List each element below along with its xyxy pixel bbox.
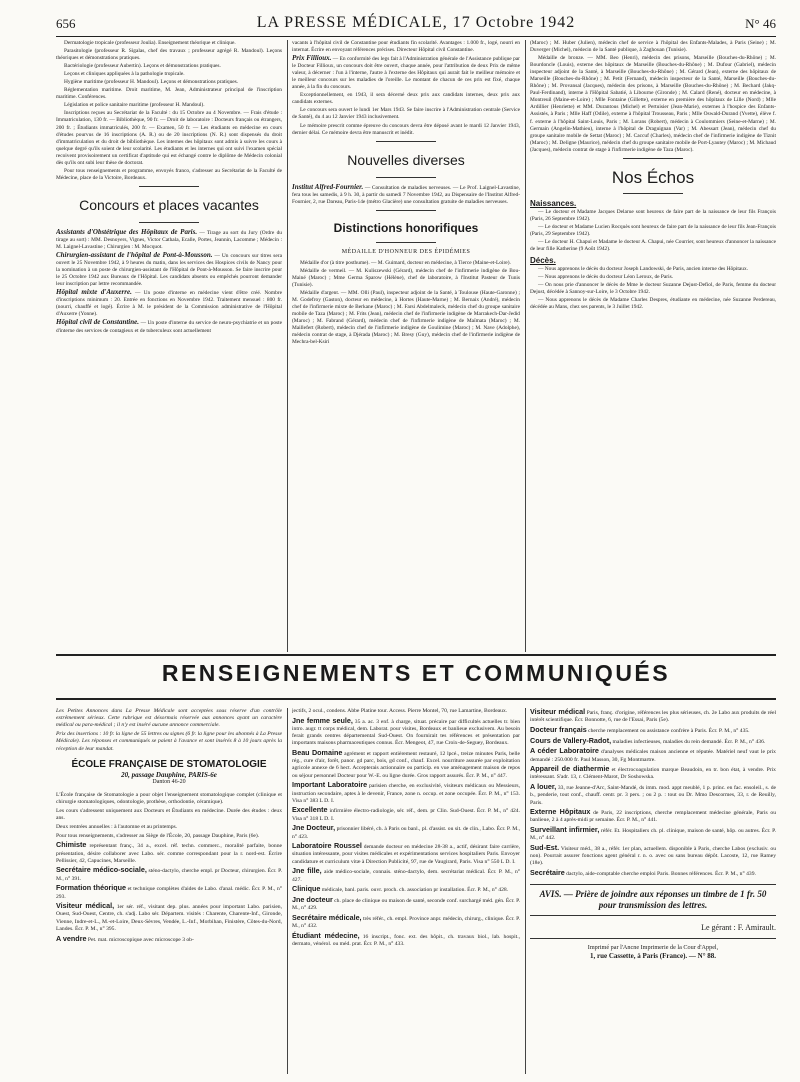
classifieds-pricing: Prix des insertions : 10 fr. la ligne de 55 lettres ou signes (6 fr. la ligne pour les abonnés à La Presse Médicale). Les réponses et communiqués se paient à l'avance et sont insérés 8 à 10 jours après la réception de leur mandat. [56, 731, 282, 752]
classified-ad [530, 765, 776, 781]
section-title-renseignements: RENSEIGNEMENTS ET COMMUNIQUÉS [161, 660, 671, 686]
divider [139, 222, 199, 223]
ad-text: et technique complètes d'aides de Labo. d'anal. médic. Écr. P. M., n° 293. [56, 886, 282, 900]
subheading-medaille: MÉDAILLE D'HONNEUR DES ÉPIDÉMIES [341, 248, 471, 255]
school-address: 20, passage Dauphine, PARIS-6e [121, 770, 217, 779]
classified-ad [530, 783, 776, 807]
page [56, 14, 776, 1074]
classifieds-notice: Les Petites Annonces dans La Presse Médicale sont acceptées sous réserve d'un contrôle extrêmement sérieux. Cette rubrique est désormais réservée aux annonces ayant un caractère médical ou para-médical ; il n'y est inséré aucune annonce commerciale. [56, 708, 282, 729]
classified-ad [530, 826, 776, 842]
ad-text: de Paris, 22 inscriptions, cherche remplacement médecine générale, Paris ou banlieue, 2 à 4 après-midi pr semaine. Écr. P. M., n° 441. [530, 810, 776, 824]
ad-keyword: A louer, [530, 782, 557, 792]
notice-text: — Un poste d'interne en médecine vient d'être créé. Nombre d'inscriptions minimum : 20. Entrée en fonctions en Novembre 1942. Traitement mensuel : 800 fr. (nourri, chauffé et logé). Écrire à M. le président de la Commission administrative de l'Hôpital d'Auxerre (Yonne). [56, 290, 282, 318]
paragraph: Médaille d'or (à titre posthume). — M. Guimard, docteur en médecine, à Tierce (Maine-et-Loire). [300, 259, 511, 266]
section-rule [56, 698, 776, 700]
section-rule [56, 654, 776, 656]
printer-address: 1, rue Cassette, à Paris (France). — N° 88. [589, 951, 717, 960]
classified-ad [530, 844, 776, 868]
notice-title: Institut Alfred-Fournier. [292, 182, 364, 191]
ad-keyword: Secrétaire [530, 868, 565, 878]
subheading-deces: Décès. [530, 256, 556, 266]
school-title: ÉCOLE FRANÇAISE DE STOMATOLOGIE [71, 758, 267, 770]
column-rule [525, 40, 526, 652]
paragraph: Médaille de vermeil. — M. Kuliszewski (Gérard), médecin chef de l'infirmerie indigène de Bou-Mainé (Maroc) ; Mme Germa Sparow (Hélène), chef de laboratoire, à l'Institut Pasteur de Tunis (Tunisie). [292, 267, 520, 288]
classified-ad [56, 935, 282, 944]
ad-keyword: Surveillant infirmier, [530, 825, 600, 835]
divider [376, 177, 436, 178]
classified-ad [292, 824, 520, 840]
ad-keyword: A céder Laboratoire [530, 746, 599, 756]
ad-text: Pet. mat. microscopique avec microscope 3 ob- [87, 936, 194, 943]
avis-notice: AVIS. — Prière de joindre aux réponses un timbre de 1 fr. 50 pour transmission des lettres. [530, 884, 776, 916]
paragraph: Dermatologie tropicale (professeur Joulia). Enseignement théorique et clinique. [64, 40, 236, 46]
notice-title: Prix Fillioux. [292, 54, 332, 63]
ad-text: référ. Et. Hospitaliers ch. pl. clinique, maison de santé, hôp. ou autres. Écr. P. M., n° 442. [530, 828, 776, 842]
paragraph: Médaille d'argent. — MM. Olli (Paul), inspecteur adjoint de la Santé, à Toulouse (Haute-Garonne) ; M. Godefroy (Gaston), docteur en médecine, à Hortes (Haute-Marne) ; M. Bernaix (André), médecin chef de l'infirmerie mixte de Berkane (Maroc) ; M. Farsi Abdelmaleck, médecin chef du groupe sanitaire mobile de Taza (Maroc) ; M. Frits (Jean), médecin chef de l'infirmerie indigène de Marrakech-Dar-Jedid (Maroc) ; M. Fabrand (Gérard), médecin chef de l'infirmerie indigène de Maïmata (Maroc) ; M. Maillefert (Robert), médecin chef de l'infirmerie indigène de Goulimine (Maroc) ; M. Nave (Adolphe), médecin contrat de stage, à Djérada (Maroc) ; M. Bresy (Guy), médecin chef de l'infirmerie indigène de Mechra-bel-Ksiri [292, 289, 520, 346]
paragraph: Le mémoire prescrit comme épreuve du concours devra être déposé avant le mardi 12 Janvier 1943, dernier délai. Ce mémoire devra être manuscrit et inédit. [292, 122, 520, 136]
paragraph: — Nous apprenons le décès du docteur Joseph Landowski, de Paris, ancien interne des Hôpitaux. [538, 266, 749, 273]
paragraph: Réglementation maritime. Droit maritime, M. Jean, Administrateur principal de l'inscription maritime. Conférences. [56, 87, 282, 101]
section-heading-nouvelles: Nouvelles diverses [347, 151, 465, 168]
ad-keyword: Appareil de diathermie [530, 764, 610, 774]
classified-ad [292, 749, 520, 780]
column-1 [56, 40, 282, 652]
ad-keyword: Jne fille, [292, 866, 322, 876]
ad-keyword: Étudiant médecine, [292, 930, 360, 940]
ad-text: aide médico-sociale, connais. sténo-dactylo, dem. secrétariat médical. Écr. P. M., n° 427. [292, 869, 520, 883]
classified-ad [292, 914, 520, 930]
paragraph: — Nous apprenons le décès du docteur Léon Leroux, de Paris. [538, 274, 674, 281]
paragraph: Pour tous renseignements et programme, envoyés franco, s'adresser au Secrétariat de la Faculté de Médecine, place de la Victoire, Bordeaux. [56, 167, 282, 181]
school-telephone: Danton 46-20 [152, 778, 186, 785]
paragraph: (Maroc) ; M. Huber (Julien), médecin chef de service à l'hôpital des Enfants-Malades, à Paris (Seine) ; M. Duverger (Michel), médecin de la Santé publique, à Zaghouan (Tunisie). [530, 40, 776, 54]
ad-keyword: Secrétaire médico-sociale, [56, 865, 147, 875]
classifieds-column-2 [292, 708, 520, 1074]
ad-keyword: Visiteur médical, [56, 901, 115, 911]
paragraph: Pour tous renseignements, s'adresser au Siège de l'École, 20, passage Dauphine, Paris (6e). [56, 832, 260, 839]
ad-keyword: Excellente [292, 805, 328, 815]
issue-number: N° 46 [745, 16, 776, 31]
classified-ad [292, 806, 520, 822]
divider [623, 158, 683, 159]
notice-item [292, 55, 520, 91]
ad-keyword: Beau Domaine [292, 748, 343, 758]
section-heading-distinctions: Distinctions honorifiques [333, 220, 479, 235]
ad-text: très référ., ch. empl. Province anpr. médecin, chirurg., clinique. Écr. P. M., n° 432. [292, 915, 520, 930]
ad-keyword: Jne femme seule, [292, 715, 353, 725]
journal-title: LA PRESSE MÉDICALE, 17 Octobre 1942 [256, 14, 576, 31]
divider [139, 186, 199, 187]
ad-text: 16 inscript., fonc. ext. des hôpit., ch. travaux biol., lab. hospit., dermato, vénérol. ou méd. prat. Écr. P. M., n° 433. [292, 933, 520, 947]
column-rule [525, 708, 526, 1074]
classified-ad [292, 885, 520, 894]
notice-text: — Un concours sur titres sera ouvert le 25 Novembre 1942, à 9 heures du matin, dans les services des Hospices civils de Nancy pour la nomination à un poste de chirurgien-assistant de l'Hôpital de Pont-à-Mousson. Se faire inscrire pour le 25 Octobre 1942 aux Bureaux de l'Hôpital. Les candidats absents ou empêchés pourront demander leur inscription par lettre recommandée. [56, 253, 282, 288]
paragraph: L'École française de Stomatologie a pour objet l'enseignement stomatologique complet (clinique et chirurgie stomatologiques, odontologie, prothèse, orthodontie, céramique). [56, 792, 282, 806]
notice-item [56, 319, 282, 334]
classified-ad [292, 867, 520, 883]
paragraph: vacants à l'hôpital civil de Constantine pour étudiants fin scolarité. Avantages : 1.000 fr., logé, nourri en internat. Écrire en envoyant références précises. Directeur Hôpital civil Constantine. [292, 40, 520, 54]
faculty-course-list [56, 40, 282, 182]
notice-item [56, 289, 282, 318]
classified-ad [56, 902, 282, 933]
ad-text: maladies infectieuses, maladies du rein demandé. Écr. P. M., n° 436. [612, 738, 766, 745]
ad-text: sténo-dactylo, cherche empl. pr Docteur, chirurgien. Écr. P. M., n° 391. [56, 868, 282, 882]
classifieds-column-3 [530, 708, 776, 1074]
ad-keyword: Externe Hôpitaux [530, 807, 591, 817]
paragraph: Leçons et cliniques appliquées à la pathologie tropicale. [64, 71, 185, 78]
classified-ad [530, 869, 776, 878]
notice-text: — Tirage au sort du Jury (Ordre du tirage au sort) : MM. Desnoyers, Vignes, Victor Cathala, Ecalle, Portes, Jeannin, Lacomme ; Médecin : M. Laignel-Lavastine ; Chirurgien : M. Mocquot. [56, 229, 282, 250]
paragraph: — Le docteur et Madame Jacques Delarue sont heureux de faire part de la naissance de leur fils François (Paris, 26 Septembre 1942). [530, 208, 776, 222]
classified-ad [530, 747, 776, 763]
classified-ad [292, 842, 520, 866]
ad-text: 35 a. ac. 3 enf. à charge, situat. précaire par difficultés actuelles tr. bien intro. augr. tt corps médical, dem. Laborat. pour visites, Bordeaux et banlieue exclusivem. Au besoin ferait grands centres départemental Sud-Ouest. On fournirait tes références et présentation par importants maisons pharmaceutiques connus. Écr. Mengeot, 47, rue Croix-de-Seguey, Bordeaux. [292, 718, 520, 747]
ad-keyword: Clinique [292, 884, 321, 894]
ad-text: infirmière électro-radiologie, sér. réf., dem. pr Clin. Sud-Ouest. Écr. P. M., n° 424. Visa n° 318 L D. I. [292, 808, 520, 822]
paragraph: — On nous prie d'annoncer le décès de Mme le docteur Suzanne Dejust-Defiol, de Paris, femme du docteur Dejust, décédée à Sannoy-sur-Loire, le 3 Octobre 1942. [530, 282, 776, 296]
paragraph: — Le docteur et Madame Lucien Rocquès sont heureux de faire part de la naissance de leur fils Jean-François (Paris, 29 Septembre 1942). [530, 223, 776, 237]
bottom-section [56, 708, 776, 1074]
ad-text: parisien cherche, en exclusivité, visiteurs médicaux ou Messieurs, instruction secondaire, aptes à le devenir, France, zone n. occup. et zone occupée. Écr. P. M., n° 153. Visa n° 383 L D. I. [292, 783, 520, 804]
classified-ad [56, 866, 282, 882]
notice-text: — En conformité des legs fait à l'Administration générale de l'Assistance publique par le Docteur Fillioux, un concours doit être ouvert, chaque année, pour l'attribution de deux Prix de même valeur, à décerner : l'un à l'interne, l'autre à l'externe des Hôpitaux qui aurait fait le meilleur mémoire et le meilleur concours sur les maladies de l'oreille. Le montant de chacun de ces prix est fixé, chaque année, à la fin du concours. [292, 56, 520, 91]
divider [376, 242, 436, 243]
classified-ad [292, 781, 520, 805]
ad-text: ch. place de clinique ou maison de santé, seconde conf. surchargé méd. gén. Écr. P. M., n° 429. [292, 897, 520, 912]
notice-text: — Un poste d'interne du service de neuro-psychiatrie et un poste d'interne des services de contagieux et de tuberculeux sont actuellement [56, 320, 282, 334]
column-rule [287, 40, 288, 652]
notice-item [56, 229, 282, 251]
ad-text: d'analyses médicales maison ancienne et réputée. Matériel neuf vaut le prix demandé : 250.000 fr. Paul Masson, 30, Fg Montmartre. [530, 749, 776, 763]
notice-title: Hôpital civil de Constantine. [56, 318, 140, 327]
paragraph: Exceptionnellement, en 1943, il sera décerné deux prix aux candidats internes, deux prix aux candidats externes. [292, 92, 520, 106]
ad-keyword: Jne docteur [292, 894, 333, 904]
paragraph: Les cours s'adressent uniquement aux Docteurs et Étudiants en médecine. Durée des études : deux ans. [56, 808, 282, 822]
section-heading-echos: Nos Échos [611, 167, 695, 187]
ad-text: dactylo, aide-comptable cherche emploi Paris. Bonnes références. Écr. P. M., n° 439. [566, 871, 756, 878]
gerant-line: Le gérant : F. Amirault. [701, 923, 776, 933]
paragraph: Législation et police sanitaire maritime (professeur H. Mandoul). [64, 102, 205, 109]
ad-keyword: Docteur français [530, 724, 587, 734]
notice-title: Hôpital mixte d'Auxerre. [56, 288, 132, 297]
divider [376, 210, 436, 211]
ad-text: Paris, franç. d'origine, références les plus sérieuses, ch. 2e Labo aux produits de réel intérêt scientifique. Écr. Bonnotte, 6, rue de l'Essai, Paris (5e). [530, 710, 776, 724]
ad-keyword: Important Laboratoire [292, 780, 368, 790]
paragraph: Bactériologie (professeur Aubertin). Leçons et démonstrations pratiques. [64, 63, 221, 70]
notice-title: Assistants d'Obstétrique des Hôpitaux de Paris. [56, 227, 198, 236]
printer-line: Imprimé par l'Ancne Imprimerie de la Cour d'Appel, [587, 943, 719, 951]
page-number: 656 [56, 16, 76, 31]
notice-title: Chirurgien-assistant de l'hôpital de Pont-à-Mousson. [56, 251, 213, 260]
paragraph: — Le docteur H. Chapui et Madame le docteur A. Chapui, née Courrier, sont heureux d'annoncer la naissance de leur fille Katherine (9 Août 1942). [530, 238, 776, 253]
paragraph: — Nous apprenons le décès de Madame Charles Despres, étudiante en médecine, née Suzanne Perdereau, décédée au Mans, chez ses parents, le 3 Juillet 1942. [530, 297, 776, 311]
classified-ad [530, 726, 776, 735]
ad-keyword: Secrétaire médicale, [292, 912, 362, 922]
paragraph: Deux rentrées annuelles : à l'automne et au printemps. [56, 823, 178, 830]
ad-keyword: A vendre [56, 933, 87, 943]
ad-keyword: Sud-Est. [530, 843, 560, 853]
classified-ad [292, 896, 520, 912]
classified-ad [530, 708, 776, 724]
ad-text: cherche remplacement ou assistance confrère à Paris. Écr. P. M., n° 435. [588, 727, 750, 734]
classified-ad [530, 737, 776, 746]
ad-keyword: Visiteur médical [530, 708, 586, 716]
ad-keyword: Laboratoire Roussel [292, 841, 362, 851]
column-rule [287, 708, 288, 1074]
classified-ad [56, 841, 282, 865]
ad-text: prisonnier libéré, ch. à Paris ou banl., pl. d'assist. ou sit. de clin., Labo. Écr. P. M., n° 423. [292, 826, 520, 840]
column-2 [292, 40, 520, 652]
classifieds-column-1 [56, 708, 282, 1074]
paragraph: Médaille de bronze. — MM. Beo (Henri), médecin des prisons, Marseille (Bouches-du-Rhône) ; M. Bourdoncle (Louis), externe des hôpitaux de Marseille (Bouches-du-Rhône) ; M. Dufour (Gabriel), médecin inspecteur adjoint de la Santé, à Marseille (Bouches-du-Rhône) ; M. Gérard (Jean), externe des hôpitaux de Marseille (Bouches-du-Rhône) ; M. Petit (Fernand), médecin inspecteur de la Santé, Marseille (Bouches-du-Rhône) ; M. Provansal (Jacques), médecin des prisons, à Marseille (Bouches-du-Rhône) ; M. Bechard (Jakq-Paul-Ferdinand), interne à l'Hôpital Sabatié, à Libourne (Gironde) ; M. Calard (René), docteur en médecine, à Montreuil (Maine-et-Loire) ; Mlle Fontaine (Gillette), externe en première des hôpitaux de Lille (Nord) ; Mlle Ardillier (Henriette) et MM. Durantous (Michel) et Pertuisier (Jean-Marie), externes à l'hospice des Enfants-Assistés, à Paris ; Mlle Haff (Odile), externe à l'hôpital Trousseau, Paris ; Mlle Oswald-Durand (Yvette), élève f. f. externe à l'hôpital Saint-Louis, Paris ; M. Lorans (Robert), médecin à Coulommiers (Seine-et-Marne) ; M. Germain (Angelin-Mathieu), interne à l'hôpital de Draguignan (Var) ; M. Abessart (Jean), médecin chef du groupe sanitaire mobile de Settat (Maroc) ; M. Caccuf (Charles), médecin chef de l'infirmerie indigène de Tiznit (Maroc) ; M. Deligne (Maurice), médecin chef du groupe sanitaire mobile de Port-Lyautey (Maroc) ; M. Michaud (Jacques), médecin contrat de stage à l'infirmerie indigène de Taza (Maroc). [530, 55, 776, 153]
ad-keyword: Chimiste [56, 840, 87, 850]
ad-keyword: Jne Docteur, [292, 823, 336, 833]
paragraph: Parasitologie (professeur R. Sigalas, chef des travaux ; professeur agrégé R. Mandoul). Leçons théoriques et démonstrations pratiques. [56, 48, 282, 62]
paragraph: Inscriptions reçues au Secrétariat de la Faculté : du 15 Octobre au 4 Novembre. — Frais d'étude : Immatriculation, 130 fr. — Bibliothèque, 90 fr. — Droit de laboratoire : Docteurs français ou étrangers, 200 fr. ; Étudiants immatriculés, 200 fr. — Examen, 50 fr. — Les étudiants en médecine en cours d'études pourvus de 16 inscriptions (A. R.) ou de 20 inscriptions (N. R.) sont dispensés du droit d'immatriculation et du droit de bibliothèque. Les internes des hôpitaux sont admis à suivre les cours à quelque degré qu'ils soient de leur scolarité. Les étudiants et les internes qui ont suivi l'examen spécial recoivent provisoirement un certificat d'aptitude qui est échangé contre le diplôme de Médecin colonial dès qu'ils ont subi leur thèse de doctorat. [56, 110, 282, 166]
ad-text: et électrocoagulation marque Beaudoin, en tr. bon état, à vendre. Prix intéressant. S'adr. 13, r. Clément-Marot, Dr Soshowska. [530, 767, 776, 781]
section-heading-concours: Concours et places vacantes [79, 196, 259, 213]
top-section [56, 40, 776, 652]
classified-ad [292, 717, 520, 748]
paragraph: Le concours sera ouvert le lundi 1er Mars 1943. Se faire inscrire à l'Administration centrale (Service de Santé), du 4 au 12 Janvier 1943 inclusivement. [292, 107, 520, 121]
paragraph: Hygiène maritime (professeur H. Mandoul). Leçons et démonstrations pratiques. [64, 79, 239, 86]
classified-ad [292, 932, 520, 948]
ad-text: médicale, banl. paris. ouvr. proch. ch. association pr installation. Écr. P. M., n° 428. [321, 887, 509, 894]
ad-text: 1er sér. réf., visitant dep. plus. années pour important Labo. parisien, Ouest, Sud-Ouest, Centre, ch. s'adj. Labo sér. Départem. visités : Charente, Charente-Inf., Gironde, Vienne, Indre-et-L., M.-et-Loire, Deux-Sèvres, Vendée, L.-Inf., Morbihan, Finistère, Côtes-du-Nord, Landes. Écr. P. M., n° 395. [56, 904, 282, 932]
ad-text: Visiteur méd., 38 a., référ. 1er plan, actuellem. disponible à Paris, cherche Labos (exclusiv. ou non). Pourrait assurer fonctions agent général r. n. o. avec ou sans bureau dépôt. Lacoste, 12, rue Ramey (18e). [530, 846, 776, 867]
classified-ad [56, 884, 282, 900]
notice-item [56, 252, 282, 288]
column-3 [530, 40, 776, 652]
divider [376, 141, 436, 142]
ad-keyword: Cours de Vallery-Radot, [530, 735, 612, 745]
notice-item [292, 184, 520, 206]
notice-text: — Consultation de maladies nerveuses. — Le Prof. Laignel-Lavastine, fera tous les samedis, à 9 h. 30, à partir du samedi 7 Novembre 1942, au Dispensaire de l'Institut Alfred-Fournier, 2, rue Dareau, Paris-14e (métro Glacière) une consultation gratuite de maladies nerveuses. [292, 184, 520, 205]
classified-ad [530, 808, 776, 824]
printer-imprint [530, 938, 776, 961]
running-head [56, 14, 776, 37]
ad-keyword: Formation théorique [56, 883, 127, 893]
divider [623, 193, 683, 194]
paragraph: jectifs, 2 ocul., condens. Abbe Platine tour. Access. Pierre Montel, 70, rue Lamartine, Bordeaux. [292, 708, 508, 714]
ad-text: représentant franç., 34 a., excel. réf. techn. commerc., moralité parfaite, bonne présentation, désire collaborer avec Labo. sér. comme correspondant pour la r. nord-est. Écrire Pellissier, 42, Capucines, Marseille. [56, 843, 282, 864]
ad-text: demande docteur en médecine 28-38 a., actif, désirant faire carrière, situation intéressante, pour visites médicales et expérimentations services hospitaliers Paris. Envoyer candidature et curriculum vitæ à Direction Publicité, 97, rue de Vaugirard, Paris. Visa n° 550 L D. I. [292, 844, 520, 865]
ad-text: 33, rue Jeanne-d'Arc, Saint-Mandé, ds imm. mod. appt meublé, 1 p. princ. en fac. ensoleil., s. de b., penderie, tout conf., chauff. centr. pr. 3 pers. ; ou 2 p. : tout ou Dr. Mmo Descormes, 33, r. de Reuilly, Paris. [530, 785, 776, 806]
subheading-naissances: Naissances. [530, 198, 577, 208]
ad-text: agrément et rapport entièrement restauré, 12 lpcé., treize minutes Paris, belle rég., cure d'air, forêt, panor. gd parc, bois, gd conf., chauf. Excel. nourriture assurée par exploitation agricole annexe de 6 hect. Accepterais actionnaire ou particip. en vue aménagement maison de repos ou séjour personnel Docteur pour W.-E. ou ligne durée. Gros rapport assurés. Écr. P. M., n° 447. [292, 751, 520, 779]
